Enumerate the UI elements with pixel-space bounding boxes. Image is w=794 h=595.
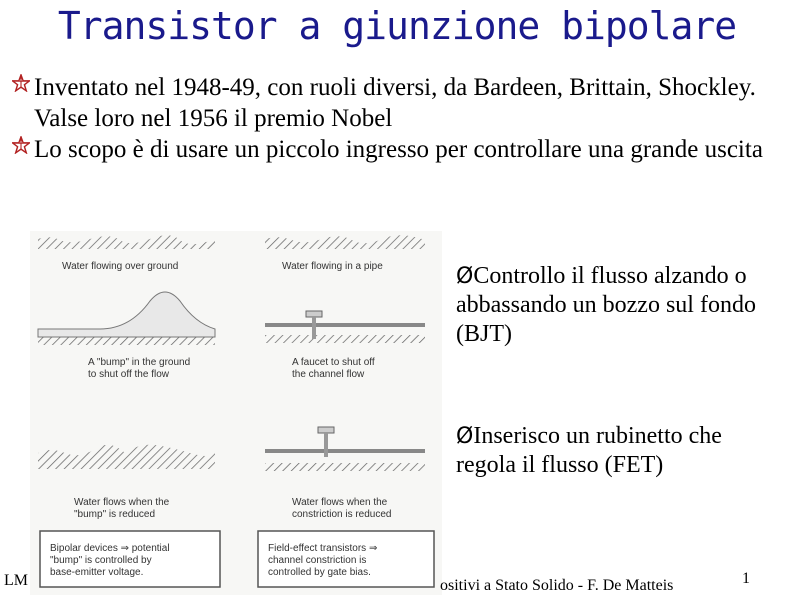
caption-bump-1: A "bump" in the ground [88, 357, 191, 368]
bullet-list [12, 72, 782, 165]
caption-reduced-constr-1: Water flows when the [292, 497, 388, 508]
caption-faucet-1: A faucet to shut off [292, 357, 375, 368]
box-fet-2: channel constriction is [268, 555, 367, 566]
note-fet [456, 422, 786, 480]
pipe-wall-lower [265, 449, 425, 453]
footer-left: LM [4, 572, 28, 589]
box-fet-3: controlled by gate bias. [268, 567, 371, 578]
bullet-text: Inventato nel 1948-49, con ruoli diversi, da Bardeen, Brittain, Shockley. Valse loro nel 1956 il premio Nobel [34, 74, 756, 132]
caption-reduced-bump-1: Water flows when the [74, 497, 170, 508]
arrow-bullet-icon: Ø [456, 424, 474, 449]
ground-hatch [38, 337, 215, 345]
footer-center: ositivi a Stato Solido - F. De Matteis [440, 577, 674, 594]
water-surface-hatch [38, 235, 215, 249]
bullet-item [12, 72, 782, 134]
star-bullet-icon [12, 136, 30, 154]
label-ground: Water flowing over ground [62, 261, 179, 272]
pipe-bottom-hatch-lower [265, 463, 425, 471]
bullet-item [12, 134, 782, 165]
figure-drawing [30, 231, 442, 595]
star-bullet-icon [12, 74, 30, 92]
ground-bump [38, 292, 215, 337]
caption-faucet-2: the channel flow [292, 369, 365, 380]
pipe-bottom-hatch [265, 335, 425, 343]
arrow-bullet-icon: Ø [456, 264, 474, 289]
pipe-wall [265, 323, 425, 327]
pipe-top-hatch [265, 235, 425, 249]
water-analogy-figure [30, 231, 442, 595]
box-fet-1: Field-effect transistors ⇒ [268, 543, 378, 554]
caption-bump-2: to shut off the flow [88, 369, 169, 380]
faucet-handle-open-icon [318, 427, 334, 433]
box-bipolar-2: "bump" is controlled by [50, 555, 152, 566]
reduced-bump-water [38, 445, 215, 469]
faucet-stem-open [324, 433, 328, 457]
box-bipolar-3: base-emitter voltage. [50, 567, 144, 578]
caption-reduced-constr-2: constriction is reduced [292, 509, 392, 520]
note-bjt [456, 262, 786, 349]
slide-title: Transistor a giunzione bipolare [57, 4, 737, 48]
faucet-handle-icon [306, 311, 322, 317]
note-fet-text: Inserisco un rubinetto che regola il flusso (FET) [456, 423, 722, 478]
page-number: 1 [742, 570, 750, 587]
bullet-text: Lo scopo è di usare un piccolo ingresso per controllare una grande uscita [34, 136, 763, 163]
box-bipolar-1: Bipolar devices ⇒ potential [50, 543, 170, 554]
label-pipe: Water flowing in a pipe [282, 261, 383, 272]
caption-reduced-bump-2: "bump" is reduced [74, 509, 156, 520]
note-bjt-text: Controllo il flusso alzando o abbassando un bozzo sul fondo (BJT) [456, 263, 756, 347]
faucet-stem [312, 317, 316, 339]
